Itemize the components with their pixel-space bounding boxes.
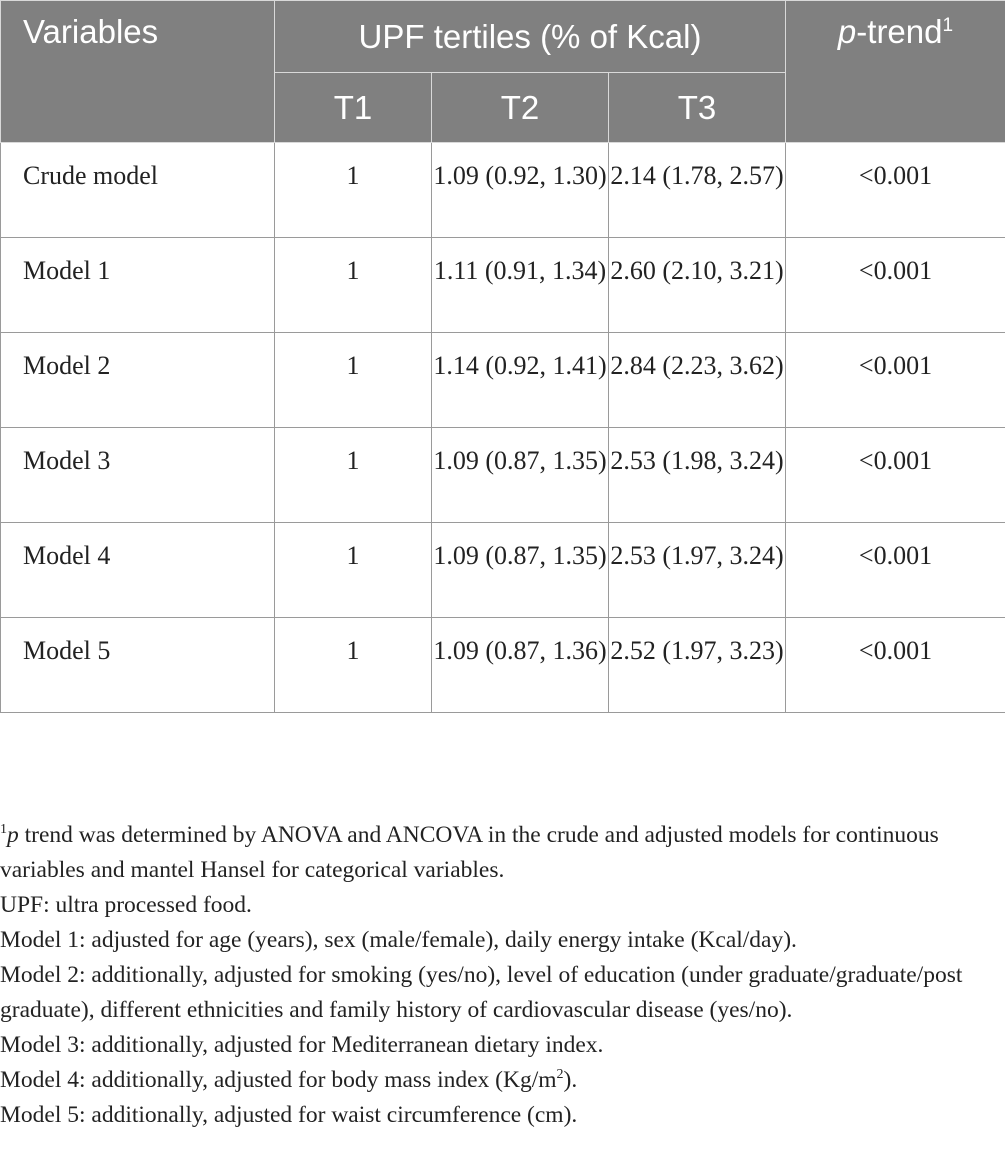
header-variables: Variables bbox=[1, 1, 275, 143]
cell-p-trend: <0.001 bbox=[786, 618, 1005, 713]
footnote-model-5: Model 5: additionally, adjusted for waist circumference (cm). bbox=[0, 1102, 578, 1128]
cell-t3: 2.52 (1.97, 3.23) bbox=[609, 618, 786, 713]
cell-p-trend: <0.001 bbox=[786, 143, 1005, 238]
footnote-model-2: Model 2: additionally, adjusted for smoking (yes/no), level of education (under graduate/graduate/post graduate), different ethnicities and family history of cardiovascular disease (yes/no). bbox=[0, 962, 963, 1023]
footnote-model-3: Model 3: additionally, adjusted for Mediterranean dietary index. bbox=[0, 1032, 604, 1058]
cell-t1: 1 bbox=[275, 428, 432, 523]
header-t3: T3 bbox=[609, 73, 786, 143]
cell-t3: 2.60 (2.10, 3.21) bbox=[609, 238, 786, 333]
cell-t1: 1 bbox=[275, 618, 432, 713]
header-upf-tertiles: UPF tertiles (% of Kcal) bbox=[275, 1, 786, 73]
footnote-model-1: Model 1: adjusted for age (years), sex (male/female), daily energy intake (Kcal/day). bbox=[0, 927, 797, 953]
cell-t1: 1 bbox=[275, 238, 432, 333]
footnote-model-4-text: Model 4: additionally, adjusted for body mass index (Kg/m bbox=[0, 1067, 557, 1093]
row-label: Model 5 bbox=[1, 618, 275, 713]
header-t2: T2 bbox=[432, 73, 609, 143]
cell-t3: 2.53 (1.97, 3.24) bbox=[609, 523, 786, 618]
row-label: Crude model bbox=[1, 143, 275, 238]
cell-t3: 2.84 (2.23, 3.62) bbox=[609, 333, 786, 428]
p-trend-footnote-mark: 1 bbox=[942, 15, 954, 36]
table-row bbox=[1, 333, 1005, 428]
cell-t1: 1 bbox=[275, 143, 432, 238]
footnote-model-4-end: ). bbox=[563, 1067, 578, 1093]
table-row bbox=[1, 143, 1005, 238]
row-label: Model 1 bbox=[1, 238, 275, 333]
p-trend-label: -trend bbox=[856, 13, 943, 50]
p-trend-italic-p: p bbox=[837, 13, 857, 50]
cell-p-trend: <0.001 bbox=[786, 523, 1005, 618]
cell-t2: 1.09 (0.87, 1.35) bbox=[432, 428, 609, 523]
cell-t2: 1.11 (0.91, 1.34) bbox=[432, 238, 609, 333]
table-row bbox=[1, 428, 1005, 523]
footnote-upf: UPF: ultra processed food. bbox=[0, 892, 252, 918]
table-footnotes bbox=[0, 818, 1000, 1133]
cell-t3: 2.53 (1.98, 3.24) bbox=[609, 428, 786, 523]
cell-t3: 2.14 (1.78, 2.57) bbox=[609, 143, 786, 238]
table-row bbox=[1, 618, 1005, 713]
cell-t2: 1.09 (0.92, 1.30) bbox=[432, 143, 609, 238]
table-row bbox=[1, 238, 1005, 333]
row-label: Model 2 bbox=[1, 333, 275, 428]
footnote-model-4-superscript: 2 bbox=[556, 1067, 564, 1083]
cell-p-trend: <0.001 bbox=[786, 333, 1005, 428]
footnote-p-trend-text: trend was determined by ANOVA and ANCOVA in the crude and adjusted models for continuous variables and mantel Hansel for categorical variables. bbox=[0, 822, 939, 883]
footnote-italic-p: p bbox=[7, 822, 19, 848]
header-p-trend bbox=[786, 1, 1005, 143]
cell-p-trend: <0.001 bbox=[786, 428, 1005, 523]
cell-t1: 1 bbox=[275, 333, 432, 428]
header-t1: T1 bbox=[275, 73, 432, 143]
cell-t2: 1.09 (0.87, 1.36) bbox=[432, 618, 609, 713]
cell-t1: 1 bbox=[275, 523, 432, 618]
footnote-model-4 bbox=[0, 1063, 1000, 1098]
cell-p-trend: <0.001 bbox=[786, 238, 1005, 333]
row-label: Model 3 bbox=[1, 428, 275, 523]
cell-t2: 1.14 (0.92, 1.41) bbox=[432, 333, 609, 428]
footnote-p-trend bbox=[0, 818, 1000, 888]
row-label: Model 4 bbox=[1, 523, 275, 618]
cell-t2: 1.09 (0.87, 1.35) bbox=[432, 523, 609, 618]
table-row bbox=[1, 523, 1005, 618]
footnote-mark: 1 bbox=[0, 822, 7, 838]
